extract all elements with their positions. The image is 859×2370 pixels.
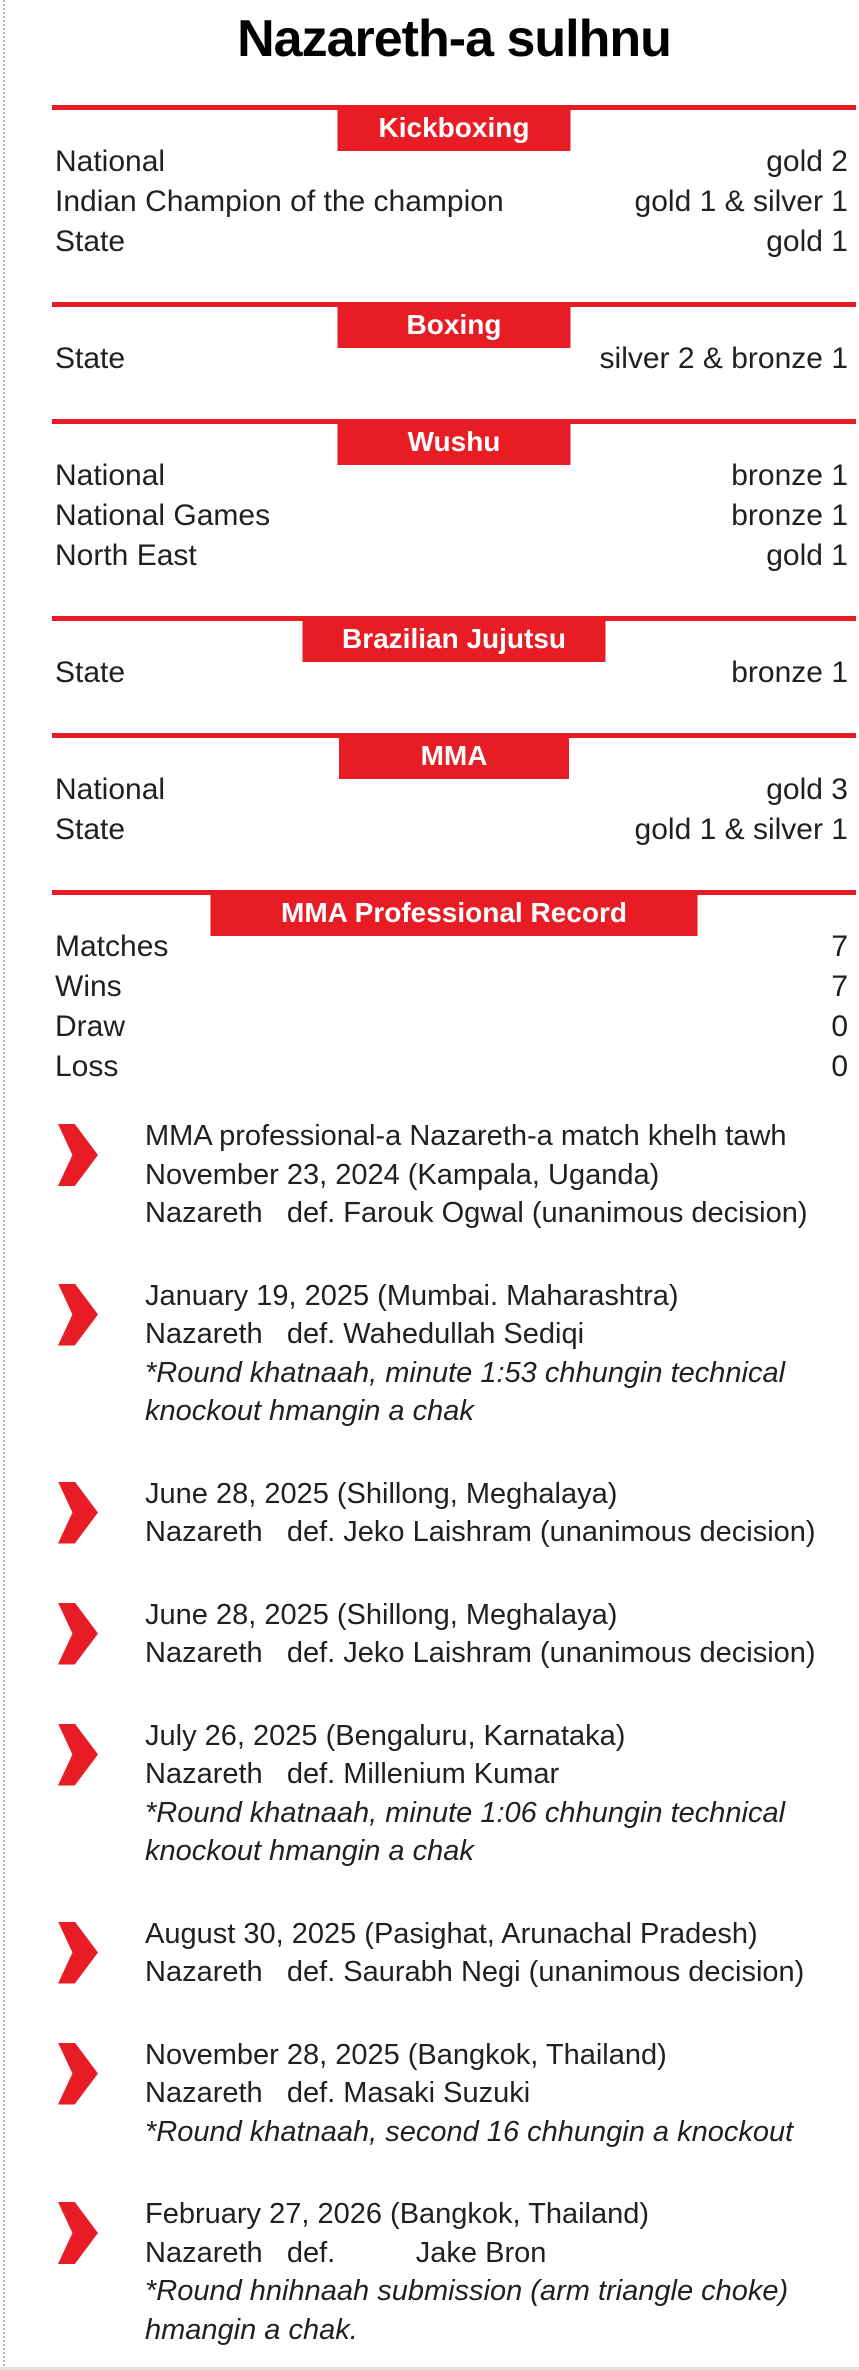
entry-text <box>145 1117 807 1233</box>
section-mma-professional-record <box>52 890 856 1087</box>
entry-note-line: *Round khatnaah, minute 1:06 chhungin technical <box>145 1796 786 1829</box>
page-torn-edge-left <box>3 0 5 2370</box>
entry-line: August 30, 2025 (Pasighat, Arunachal Pradesh) <box>145 1917 758 1950</box>
section-brazilian-jujutsu <box>52 616 856 693</box>
page-title: Nazareth-a sulhnu <box>237 10 671 68</box>
entry-line: Nazareth def. Farouk Ogwal (unanimous decision) <box>145 1197 808 1229</box>
row-value: gold 3 <box>766 773 848 806</box>
row-label: State <box>55 342 126 375</box>
content-column <box>52 0 856 2370</box>
entry-note-line: *Round khatnaah, minute 1:53 chhungin technical <box>145 1356 786 1389</box>
row-value: gold 2 <box>766 145 848 178</box>
list-item <box>52 1915 856 1992</box>
row-value: bronze 1 <box>731 459 848 492</box>
row-label: North East <box>55 539 197 572</box>
row-value: gold 1 & silver 1 <box>634 185 848 218</box>
chevron-right-icon <box>58 2202 98 2264</box>
row-label: National <box>55 773 166 806</box>
entry-text <box>145 1277 785 1431</box>
list-item <box>52 2195 856 2349</box>
entry-line: Nazareth def. Jake Bron <box>145 2236 547 2269</box>
entry-note-line: knockout hmangin a chak <box>145 1395 474 1427</box>
entry-line: MMA professional-a Nazareth-a match khelh tawh <box>145 1120 787 1152</box>
list-item <box>52 2036 856 2152</box>
row-label: National <box>55 459 166 492</box>
table-row <box>52 496 856 536</box>
entry-note-line: hmangin a chak. <box>145 2313 358 2346</box>
row-value: gold 1 <box>766 539 848 572</box>
section-boxing <box>52 302 856 379</box>
match-record-list <box>52 1117 856 2349</box>
row-label: State <box>55 656 126 689</box>
row-label: State <box>55 813 126 846</box>
row-label: Matches <box>55 930 169 963</box>
entry-text <box>145 2036 793 2152</box>
table-row <box>52 182 856 222</box>
entry-line: Nazareth def. Millenium Kumar <box>145 1758 560 1790</box>
entry-note-line: *Round hnihnaah submission (arm triangle choke) <box>145 2275 789 2307</box>
list-item <box>52 1596 856 1673</box>
row-value: gold 1 & silver 1 <box>634 813 848 846</box>
list-item <box>52 1475 856 1552</box>
entry-line: June 28, 2025 (Shillong, Meghalaya) <box>145 1477 618 1510</box>
list-item <box>52 1117 856 1233</box>
table-row <box>52 967 856 1007</box>
entry-text <box>145 1915 804 1992</box>
row-label: National <box>55 145 166 178</box>
row-value: silver 2 & bronze 1 <box>599 342 848 375</box>
section-title-badge: Brazilian Jujutsu <box>303 616 606 662</box>
section-kickboxing <box>52 105 856 262</box>
entry-line: February 27, 2026 (Bangkok, Thailand) <box>145 2198 650 2230</box>
entry-line: Nazareth def. Saurabh Negi (unanimous decision) <box>145 1956 805 1988</box>
section-title-badge: MMA <box>339 733 569 779</box>
row-value: bronze 1 <box>731 656 848 689</box>
row-value: bronze 1 <box>731 499 848 532</box>
row-value: 0 <box>831 1050 848 1083</box>
entry-line: November 23, 2024 (Kampala, Uganda) <box>145 1158 660 1191</box>
entry-text <box>145 1475 816 1552</box>
entry-text <box>145 1717 785 1871</box>
entry-line: November 28, 2025 (Bangkok, Thailand) <box>145 2038 667 2071</box>
table-row <box>52 810 856 850</box>
list-item <box>52 1717 856 1871</box>
entry-line: Nazareth def. Wahedullah Sediqi <box>145 1318 585 1350</box>
entry-line: July 26, 2025 (Bengaluru, Karnataka) <box>145 1719 626 1752</box>
row-label: Indian Champion of the champion <box>55 185 504 218</box>
section-wushu <box>52 419 856 576</box>
section-title-badge: MMA Professional Record <box>211 890 698 936</box>
section-title-badge: Wushu <box>338 419 571 465</box>
entry-note-line: knockout hmangin a chak <box>145 1835 474 1867</box>
chevron-right-icon <box>58 1922 98 1984</box>
chevron-right-icon <box>58 1482 98 1544</box>
entry-line: Nazareth def. Jeko Laishram (unanimous decision) <box>145 1637 816 1669</box>
entry-line: Nazareth def. Jeko Laishram (unanimous decision) <box>145 1516 816 1548</box>
row-value: 7 <box>831 970 848 1003</box>
row-label: State <box>55 225 126 258</box>
entry-line: Nazareth def. Masaki Suzuki <box>145 2077 531 2109</box>
table-row <box>52 536 856 576</box>
section-title-badge: Boxing <box>338 302 571 348</box>
row-label: Loss <box>55 1050 119 1083</box>
row-label: Wins <box>55 970 122 1003</box>
entry-note-line: *Round khatnaah, second 16 chhungin a knockout <box>145 2115 794 2148</box>
table-row <box>52 222 856 262</box>
chevron-right-icon <box>58 1603 98 1665</box>
chevron-right-icon <box>58 1284 98 1346</box>
entry-text <box>145 2195 788 2349</box>
chevron-right-icon <box>58 2043 98 2105</box>
chevron-right-icon <box>58 1124 98 1186</box>
table-row <box>52 1007 856 1047</box>
entry-line: January 19, 2025 (Mumbai. Maharashtra) <box>145 1279 679 1312</box>
section-mma <box>52 733 856 850</box>
row-value: 0 <box>831 1010 848 1043</box>
table-row <box>52 1047 856 1087</box>
row-label: National Games <box>55 499 271 532</box>
section-title-badge: Kickboxing <box>338 105 571 151</box>
chevron-right-icon <box>58 1724 98 1786</box>
row-label: Draw <box>55 1010 126 1043</box>
entry-text <box>145 1596 816 1673</box>
list-item <box>52 1277 856 1431</box>
row-value: gold 1 <box>766 225 848 258</box>
entry-line: June 28, 2025 (Shillong, Meghalaya) <box>145 1598 618 1631</box>
row-value: 7 <box>831 930 848 963</box>
